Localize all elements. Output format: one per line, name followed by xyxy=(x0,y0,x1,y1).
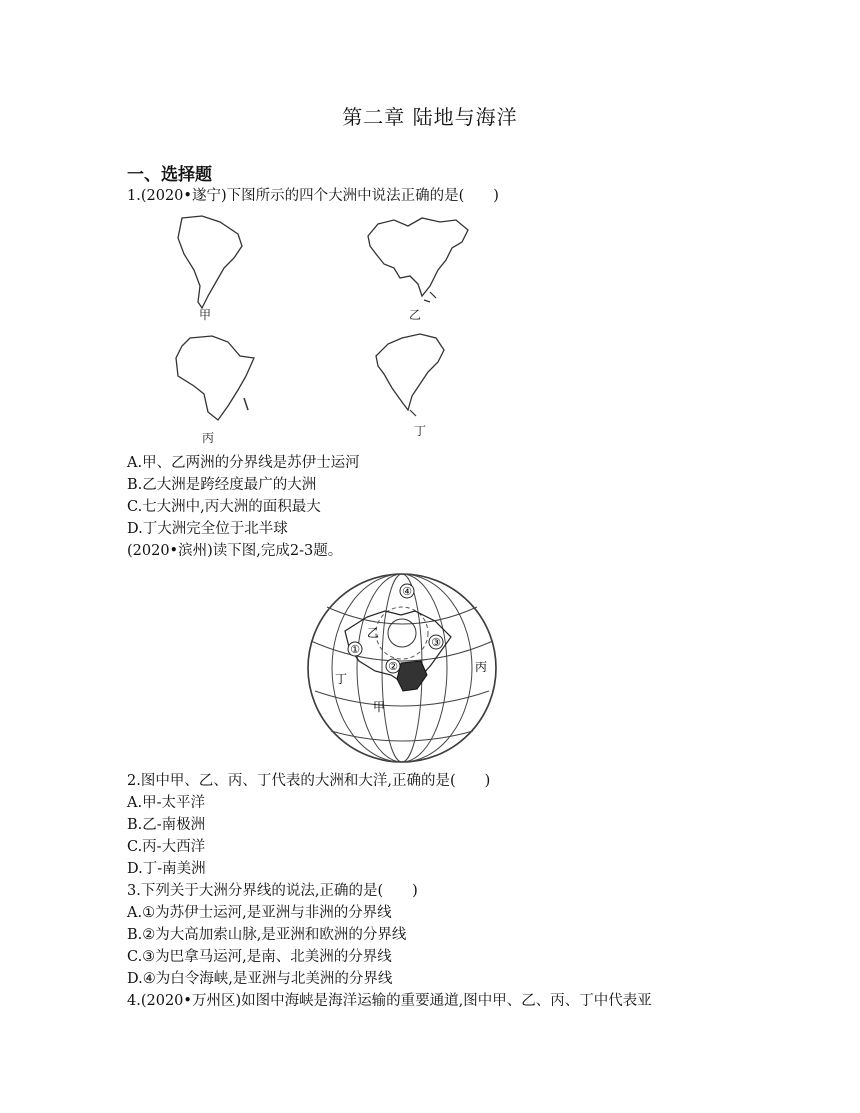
globe-label-ding: 丁 xyxy=(335,672,348,686)
map-label-jia: 甲 xyxy=(199,308,212,322)
globe-label-3: ③ xyxy=(431,636,441,649)
globe-label-jia: 甲 xyxy=(373,700,386,714)
q2-option-c: C.丙-大西洋 xyxy=(127,839,206,855)
map-label-bing: 丙 xyxy=(202,431,215,445)
q1-option-a: A.甲、乙两洲的分界线是苏伊士运河 xyxy=(127,455,360,471)
question-4-stem: 4.(2020•万州区)如图中海峡是海洋运输的重要通道,图中甲、乙、丙、丁中代表亚 xyxy=(127,993,652,1009)
globe-label-4: ④ xyxy=(402,585,412,598)
question-1-stem: 1.(2020•遂宁)下图所示的四个大洲中说法正确的是( ) xyxy=(127,188,499,204)
q3-option-a: A.①为苏伊士运河,是亚洲与非洲的分界线 xyxy=(127,905,392,921)
q3-option-d: D.④为白令海峡,是亚洲与北美洲的分界线 xyxy=(127,971,393,987)
q3-option-c: C.③为巴拿马运河,是南、北美洲的分界线 xyxy=(127,949,392,965)
q2-option-d: D.丁-南美洲 xyxy=(127,861,206,877)
globe-map xyxy=(305,571,499,765)
globe-label-yi: 乙 xyxy=(367,626,380,640)
question-3-stem: 3.下列关于大洲分界线的说法,正确的是( ) xyxy=(127,883,418,899)
q2-option-a: A.甲-太平洋 xyxy=(127,795,205,811)
q1-option-c: C.七大洲中,丙大洲的面积最大 xyxy=(127,499,321,515)
intro-questions-2-3: (2020•滨州)读下图,完成2-3题。 xyxy=(127,543,343,559)
globe-label-bing: 丙 xyxy=(475,660,488,674)
globe-label-2: ② xyxy=(388,660,398,673)
africa-map xyxy=(172,332,258,424)
page-title: 第二章 陆地与海洋 xyxy=(342,105,518,129)
north-america-map xyxy=(370,330,450,420)
map-label-ding: 丁 xyxy=(414,424,427,438)
section-heading: 一、选择题 xyxy=(127,165,212,185)
question-2-stem: 2.图中甲、乙、丙、丁代表的大洲和大洋,正确的是( ) xyxy=(127,773,491,789)
south-america-map xyxy=(172,212,252,312)
q1-option-d: D.丁大洲完全位于北半球 xyxy=(127,521,288,537)
q3-option-b: B.②为大高加索山脉,是亚洲和欧洲的分界线 xyxy=(127,927,407,943)
q1-option-b: B.乙大洲是跨经度最广的大洲 xyxy=(127,477,317,493)
globe-label-1: ① xyxy=(350,643,360,656)
map-label-yi: 乙 xyxy=(409,308,422,322)
q2-option-b: B.乙-南极洲 xyxy=(127,817,206,833)
asia-map xyxy=(364,214,470,304)
